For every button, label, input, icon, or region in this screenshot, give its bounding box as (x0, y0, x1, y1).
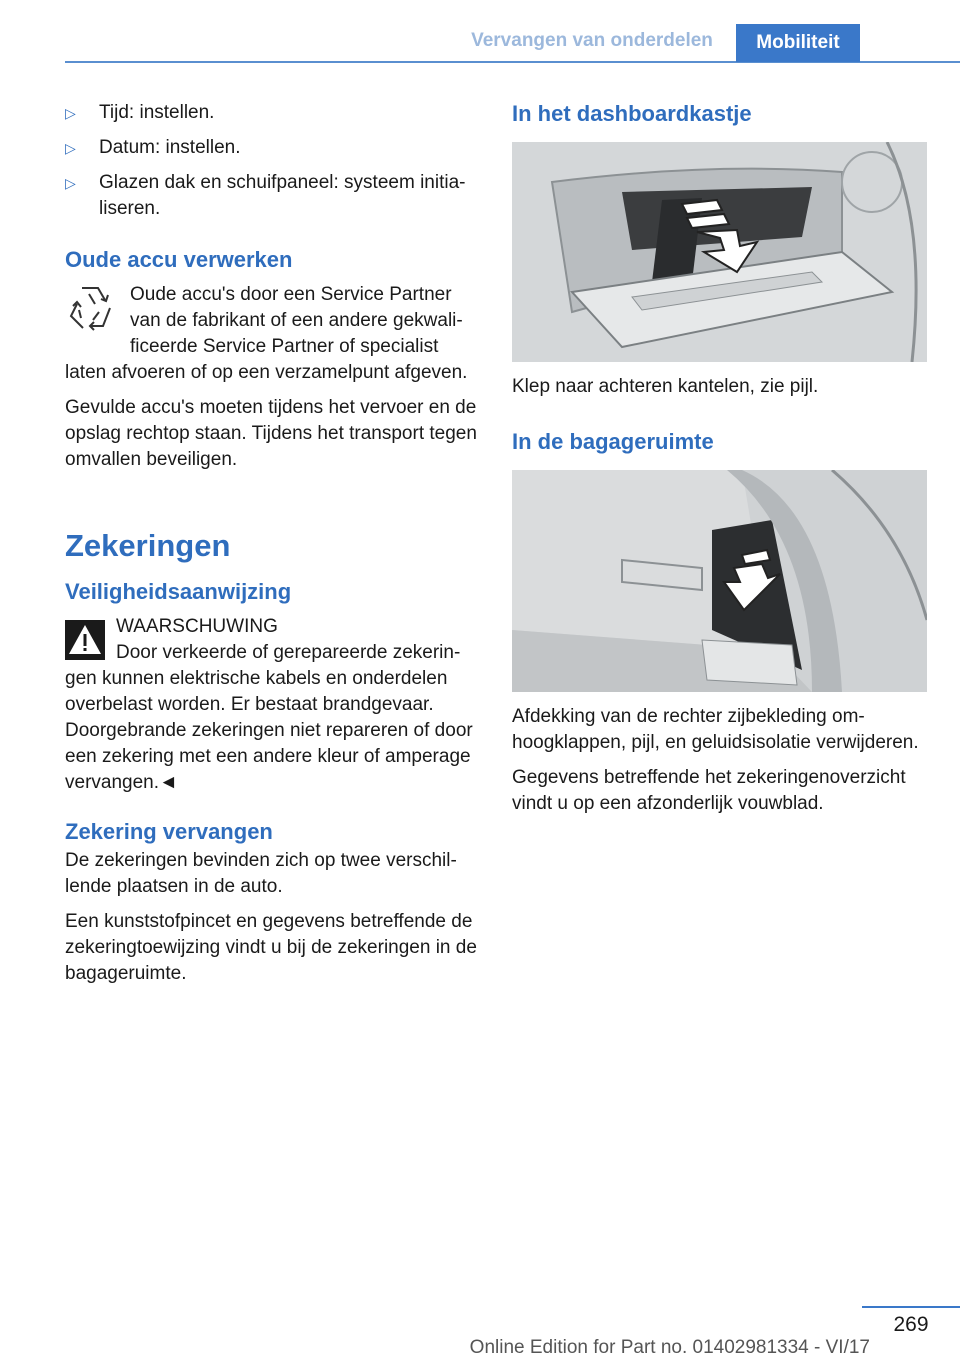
list-item: ▷ Glazen dak en schuifpaneel: systeem initialiseren. (65, 172, 466, 219)
heading-zekeringen: Zekeringen (65, 528, 231, 563)
warning-block (65, 614, 478, 796)
left-column (65, 100, 478, 996)
heading-zekering-vervangen: Zekering vervangen (65, 819, 273, 844)
vervangen-text-2: Een kunststofpincet en gegevens betreffende de zekeringtoewijzing vindt u bij de zekeringen in de bagageruimte. (65, 911, 477, 984)
heading-veiligheid: Veiligheidsaanwijzing (65, 579, 292, 604)
trunk-photo (512, 470, 927, 692)
warning-text: Door verkeerde of gerepareerde zekeringen kunnen elektrische kabels en onderdelen overbelast worden. Er bestaat brandgevaar. Doorgebrande zekeringen niet repareren of door een zekering met een andere kleur of amperage vervangen.◄ (65, 642, 473, 793)
oude-accu-text-2: Gevulde accu's moeten tijdens het vervoer en de opslag rechtop staan. Tijdens het transport tegen omvallen beveiligen. (65, 397, 477, 470)
bagage-caption: Afdekking van de rechter zijbekleding omhoogklappen, pijl, en geluidsisolatie verwijderen. (512, 706, 919, 753)
heading-bagageruimte: In de bagageruimte (512, 429, 714, 454)
footer-rule (862, 1306, 960, 1308)
dashboard-caption: Klep naar achteren kantelen, zie pijl. (512, 376, 819, 397)
edition-note: Online Edition for Part no. 01402981334 - VI/17 (469, 1337, 870, 1358)
triangle-bullet-icon: ▷ (65, 175, 76, 191)
list-item: ▷ Datum: instellen. (65, 135, 478, 161)
warning-label: WAARSCHUWING (116, 616, 278, 637)
oude-accu-text: Oude accu's door een Service Partner van de fabrikant of een andere gekwalificeerde Service Partner of specialist laten afvoeren of op een verzamelpunt afgeven. (65, 284, 468, 383)
glovebox-photo (512, 142, 927, 362)
heading-oude-accu: Oude accu verwerken (65, 247, 293, 272)
triangle-bullet-icon: ▷ (65, 105, 76, 121)
heading-dashboardkastje: In het dashboardkastje (512, 101, 752, 126)
warning-icon (65, 620, 105, 660)
list-item: ▷ Tijd: instellen. (65, 100, 478, 126)
header-chapter-tab[interactable]: Mobiliteit (736, 24, 860, 62)
recycle-icon (65, 282, 115, 336)
recycle-paragraph (65, 282, 478, 386)
right-column (512, 100, 930, 826)
triangle-bullet-icon: ▷ (65, 140, 76, 156)
header-section-title[interactable]: Vervangen van onderdelen (471, 30, 713, 51)
vervangen-text-1: De zekeringen bevinden zich op twee verschillende plaatsen in de auto. (65, 850, 457, 897)
page-number: 269 (893, 1313, 929, 1336)
bagage-text: Gegevens betreffende het zekeringenoverzicht vindt u op een afzonderlijk vouwblad. (512, 767, 906, 814)
